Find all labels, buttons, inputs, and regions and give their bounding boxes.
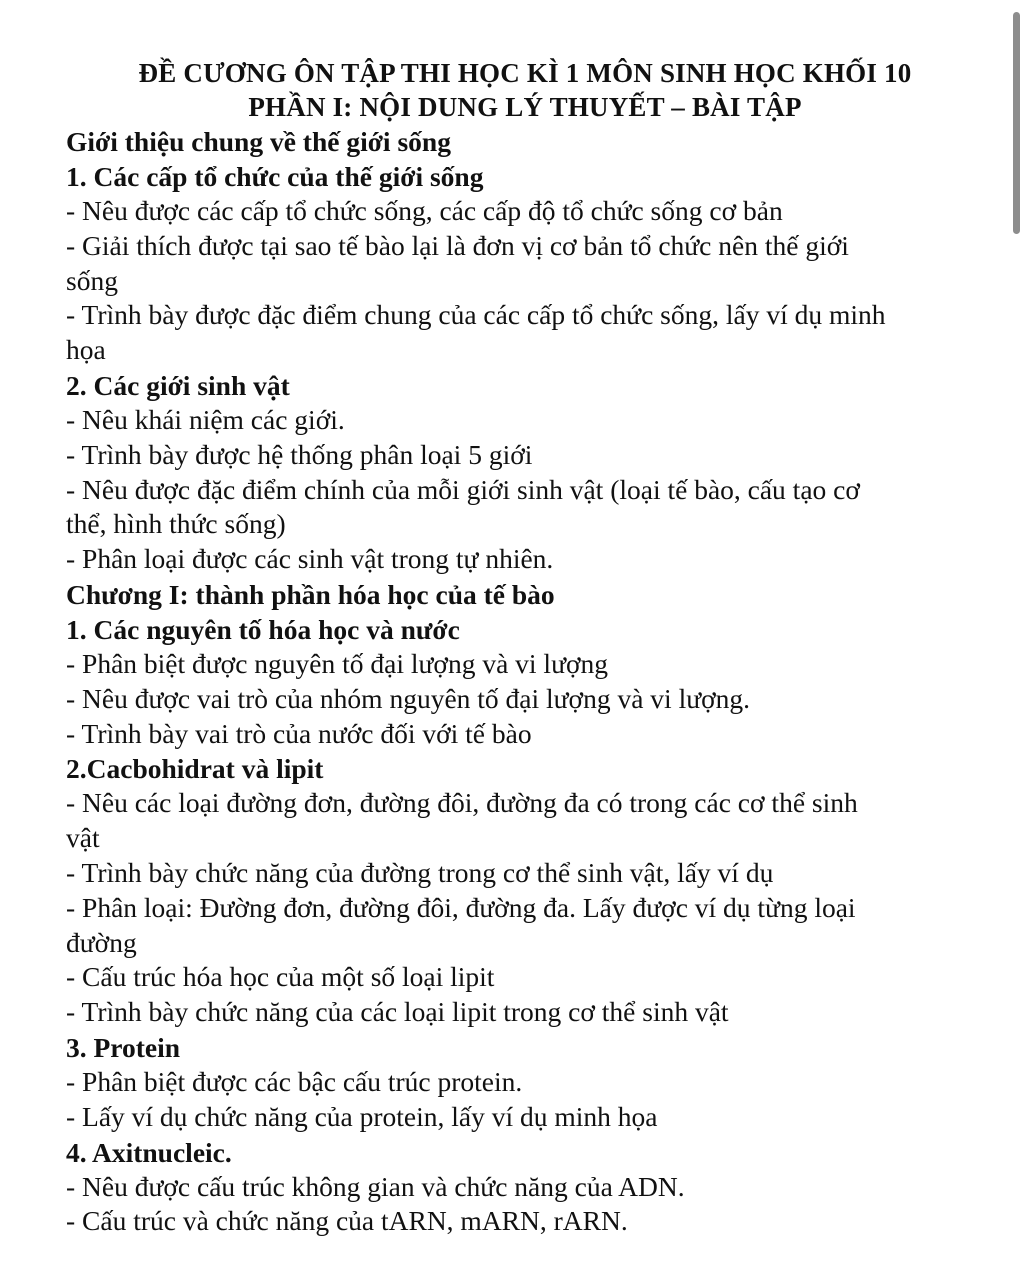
- heading-section-1: 1. Các cấp tổ chức của thế giới sống: [66, 161, 484, 192]
- list-item: - Nêu khái niệm các giới.: [66, 403, 345, 435]
- list-item: - Giải thích được tại sao tế bào lại là đơn vị cơ bản tổ chức nên thế giới: [66, 229, 849, 261]
- heading-chapter-1-section-3: 3. Protein: [66, 1031, 181, 1063]
- list-item: - Nêu được cấu trúc không gian và chức năng của ADN.: [66, 1170, 685, 1202]
- heading-section-2: 2. Các giới sinh vật: [66, 369, 290, 401]
- heading-chapter-1-section-2: 2.Cacbohidrat và lipit: [66, 753, 324, 785]
- list-item: - Nêu được các cấp tổ chức sống, các cấp độ tổ chức sống cơ bản: [66, 195, 783, 226]
- document-title-line-1: ĐỀ CƯƠNG ÔN TẬP THI HỌC KÌ 1 MÔN SINH HỌC KHỐI 10: [138, 58, 912, 88]
- heading-intro: Giới thiệu chung về thế giới sống: [66, 126, 451, 157]
- list-item-continuation: thể, hình thức sống): [66, 508, 286, 540]
- document-title-line-2: PHẦN I: NỘI DUNG LÝ THUYẾT – BÀI TẬP: [248, 92, 802, 122]
- list-item: - Phân biệt được các bậc cấu trúc protein.: [66, 1065, 523, 1097]
- list-item: - Phân biệt được nguyên tố đại lượng và vi lượng: [66, 647, 609, 679]
- list-item: - Nêu các loại đường đơn, đường đôi, đường đa có trong các cơ thể sinh: [66, 787, 858, 819]
- list-item: - Lấy ví dụ chức năng của protein, lấy ví dụ minh họa: [66, 1100, 658, 1132]
- list-item: - Trình bày được hệ thống phân loại 5 giới: [66, 438, 533, 470]
- list-item: - Trình bày chức năng của đường trong cơ thể sinh vật, lấy ví dụ: [66, 856, 774, 888]
- heading-chapter-1-section-1: 1. Các nguyên tố hóa học và nước: [66, 613, 460, 645]
- list-item: - Nêu được đặc điểm chính của mỗi giới sinh vật (loại tế bào, cấu tạo cơ: [66, 473, 860, 505]
- heading-chapter-1-section-4: 4. Axitnucleic.: [66, 1136, 232, 1168]
- list-item-continuation: sống: [66, 264, 118, 296]
- list-item-continuation: đường: [66, 926, 137, 958]
- document-page: [66, 56, 976, 1239]
- list-item-continuation: họa: [66, 334, 106, 366]
- list-item: - Phân loại được các sinh vật trong tự nhiên.: [66, 543, 554, 575]
- list-item: - Trình bày chức năng của các loại lipit trong cơ thể sinh vật: [66, 996, 729, 1028]
- list-item: - Cấu trúc và chức năng của tARN, mARN, rARN.: [66, 1205, 628, 1237]
- heading-chapter-1: Chương I: thành phần hóa học của tế bào: [66, 578, 555, 610]
- list-item-continuation: vật: [66, 822, 100, 854]
- list-item: - Cấu trúc hóa học của một số loại lipit: [66, 961, 495, 993]
- list-item: - Trình bày vai trò của nước đối với tế bào: [66, 717, 532, 749]
- list-item: - Phân loại: Đường đơn, đường đôi, đường đa. Lấy được ví dụ từng loại: [66, 891, 856, 923]
- scrollbar[interactable]: [1013, 12, 1020, 234]
- list-item: - Nêu được vai trò của nhóm nguyên tố đại lượng và vi lượng.: [66, 682, 751, 714]
- list-item: - Trình bày được đặc điểm chung của các cấp tổ chức sống, lấy ví dụ minh: [66, 299, 886, 331]
